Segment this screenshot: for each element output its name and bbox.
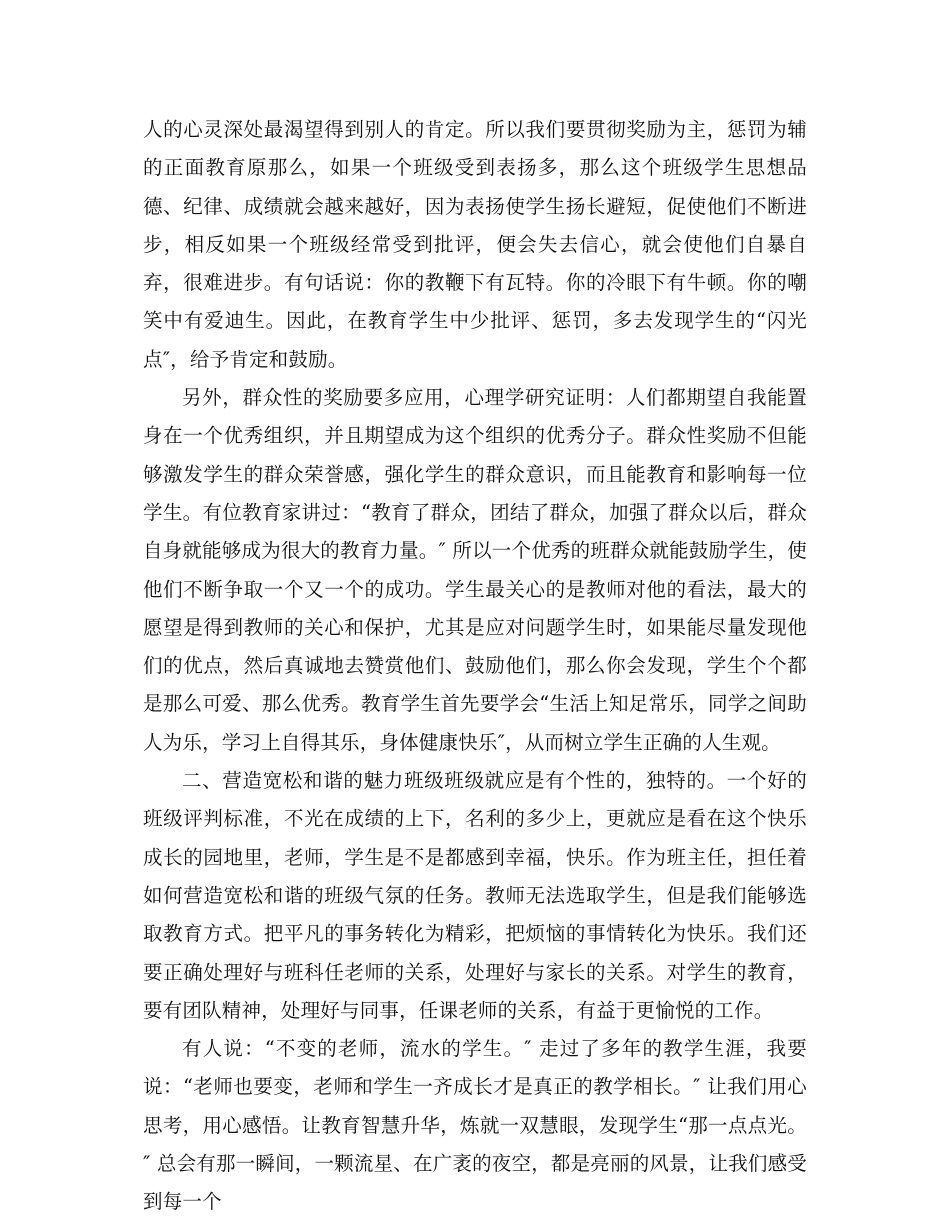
paragraph-2: 另外，群众性的奖励要多应用，心理学研究证明：人们都期望自我能置身在一个优秀组织，并且期望成为这个组织的优秀分子。群众性奖励不但能够激发学生的群众荣誉感，强化学生的群众意识，而且能教育和影响每一位学生。有位教育家讲过：“教育了群众，团结了群众，加强了群众以后，群众自身就能够成为很大的教育力量。″ 所以一个优秀的班群众就能鼓励学生，使他们不断争取一个又一个的成功。学生最关心的是教师对他的看法，最大的愿望是得到教师的关心和保护，尤其是应对问题学生时，如果能尽量发现他们的优点，然后真诚地去赞赏他们、鼓励他们，那么你会发现，学生个个都是那么可爱、那么优秀。教育学生首先要学会“生活上知足常乐，同学之间助人为乐，学习上自得其乐，身体健康快乐″，从而树立学生正确的人生观。	[143, 386, 807, 754]
paragraph-4: 有人说：“不变的老师，流水的学生。″ 走过了多年的教学生涯，我要说：“老师也要变，老师和学生一齐成长才是真正的教学相长。″ 让我们用心思考，用心感悟。让教育智慧升华，炼就一双慧眼，发现学生“那一点点光。″ 总会有那一瞬间，一颗流星、在广袤的夜空，都是亮丽的风景，让我们感受到每一个	[143, 1037, 807, 1214]
paragraph-3: 二、营造宽松和谐的魅力班级班级就应是有个性的，独特的。一个好的班级评判标准，不光在成绩的上下，名利的多少上，更就应是看在这个快乐成长的园地里，老师，学生是不是都感到幸福，快乐。作为班主任，担任着如何营造宽松和谐的班级气氛的任务。教师无法选取学生，但是我们能够选取教育方式。把平凡的事务转化为精彩，把烦恼的事情转化为快乐。我们还要正确处理好与班科任老师的关系，处理好与家长的关系。对学生的教育，要有团队精神，处理好与同事，任课老师的关系，有益于更愉悦的工作。	[143, 769, 807, 1022]
paragraph-1: 人的心灵深处最渴望得到别人的肯定。所以我们要贯彻奖励为主，惩罚为辅的正面教育原那么，如果一个班级受到表扬多，那么这个班级学生思想品德、纪律、成绩就会越来越好，因为表扬使学生扬长避短，促使他们不断进步，相反如果一个班级经常受到批评，便会失去信心，就会使他们自暴自弃，很难进步。有句话说：你的教鞭下有瓦特。你的冷眼下有牛顿。你的嘲笑中有爱迪生。因此，在教育学生中少批评、惩罚，多去发现学生的“闪光点″，给予肯定和鼓励。	[143, 118, 807, 371]
document-body	[143, 111, 807, 1222]
